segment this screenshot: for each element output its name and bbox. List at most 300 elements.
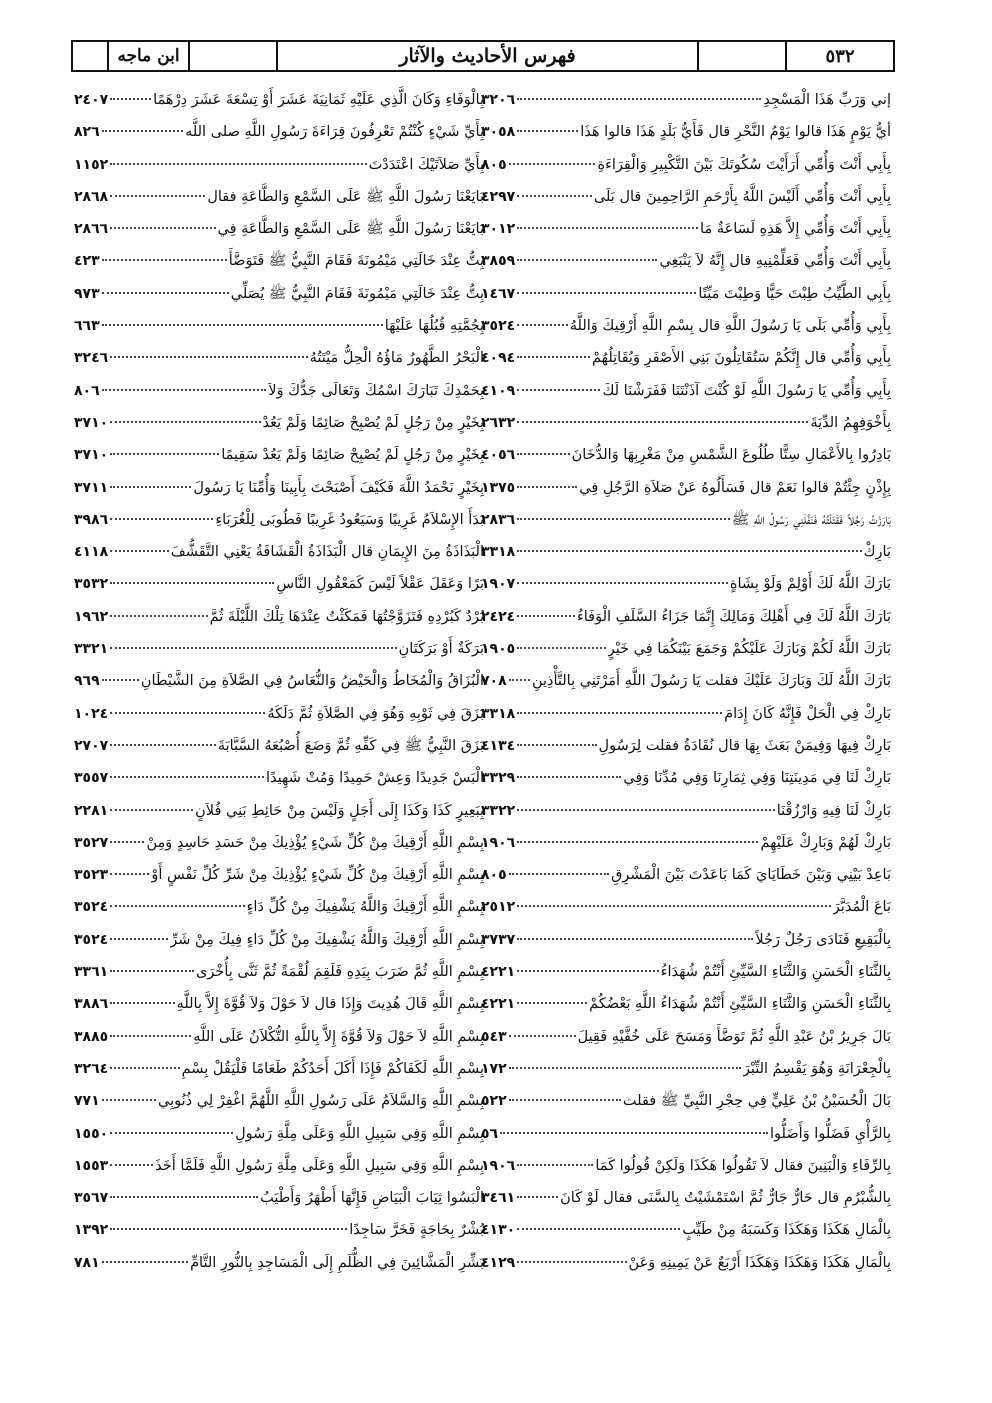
index-entry bbox=[74, 665, 484, 697]
dot-leader bbox=[102, 1261, 188, 1263]
hadith-number: ٢٥١٢ bbox=[481, 899, 516, 916]
index-entry bbox=[74, 827, 484, 859]
index-entry bbox=[481, 181, 891, 213]
entry-text: بِأَخْوَفِهِمُ الدِّيَةَ bbox=[810, 414, 891, 431]
entry-text: بِأَبِي وَأُمِّي قال إِنَّكُمْ سَتُقَاتِلُونَ بَنِي الأَصْفَرِ وَيُقَاتِلُهُمْ bbox=[592, 350, 891, 367]
entry-text: بِأَيِّ شَيْءٍ كُنْتُمْ تَعْرِفُونَ قِرَاءَةَ رَسُولِ اللَّهِ صلى اللَّه bbox=[185, 124, 484, 141]
book-name: ابن ماجه bbox=[107, 42, 188, 70]
dot-leader bbox=[517, 130, 578, 132]
dot-leader bbox=[517, 1228, 680, 1230]
hadith-number: ٣٣٢٩ bbox=[481, 770, 516, 787]
entry-text: الْبَذَاذَةُ مِنَ الإِيمَانِ قال الْبَذَاذَةُ الْقَشَافَةُ يَعْنِي التَّقَشُّفَ bbox=[170, 544, 484, 561]
entry-text: بِسْمِ اللَّهِ أَرْقِيكَ مِنْ كُلِّ شَيْءٍ يُؤْذِيكَ مِنْ شَرِّ كُلِّ نَفْسٍ أَوْ bbox=[151, 867, 484, 884]
hadith-number: ١٩٦٢ bbox=[74, 608, 109, 625]
dot-leader bbox=[517, 98, 761, 100]
entry-text: بِسْمِ اللَّهِ لَكَفَاكُمْ فَإِذَا أَكَلَ أَحَدُكُمْ طَعَامًا فَلْيَقُلْ بِسْمِ bbox=[181, 1060, 484, 1077]
hadith-number: ٨٠٦ bbox=[74, 382, 100, 399]
index-entry bbox=[74, 795, 484, 827]
dot-leader bbox=[509, 679, 530, 681]
index-entry bbox=[481, 342, 891, 374]
entry-text: بِسْمِ اللَّهِ وَفِي سَبِيلِ اللَّهِ وَعَلَى مِلَّةِ رَسُولِ bbox=[235, 1125, 484, 1142]
entry-text: بِأَبِي أَنْتَ وَأُمِّي فَعَلِّمْنِيهِ قال إِنَّهُ لاَ يَنْبَغِي bbox=[659, 253, 891, 270]
entry-text: بَارِكْ لَهُمْ وَبَارِكْ عَلَيْهِمْ bbox=[760, 834, 891, 851]
index-entry bbox=[481, 698, 891, 730]
index-entry bbox=[481, 827, 891, 859]
index-entry bbox=[481, 795, 891, 827]
hadith-number: ٩٦٩ bbox=[74, 673, 100, 690]
index-entry bbox=[74, 245, 484, 277]
hadith-number: ٢٧٠٧ bbox=[74, 737, 109, 754]
entry-text: بِأَبِي أَنْتَ وَأُمِّي أَرَأَيْتَ سُكُوتَكَ بَيْنَ التَّكْبِيرِ وَالْقِرَاءَةِ bbox=[597, 156, 891, 173]
index-entry bbox=[74, 342, 484, 374]
hadith-number: ١٤٦٧ bbox=[481, 285, 516, 302]
hadith-number: ٨٠٥ bbox=[481, 156, 507, 173]
entry-text: بَاعِدْ بَيْنِي وَبَيْنَ خَطَايَايَ كَمَا بَاعَدْتَ بَيْنَ الْمَشْرِقِ bbox=[611, 867, 891, 884]
hadith-number: ١٠٢٤ bbox=[74, 705, 109, 722]
hadith-number: ٤١١٨ bbox=[74, 544, 109, 561]
dot-leader bbox=[110, 582, 274, 584]
index-entry bbox=[74, 1085, 484, 1117]
entry-text: الْبُزَاقُ وَالْمُخَاطُ وَالْحَيْضُ وَالنُّعَاسُ فِي الصَّلاَةِ مِنَ الشَّيْطَانِ bbox=[140, 673, 484, 690]
entry-text: بِسْمِ اللَّهِ أَرْقِيكَ وَاللَّهُ يَشْفِيكَ مِنْ كُلِّ دَاءٍ bbox=[246, 899, 484, 916]
entry-text: بِأَبِي الطَّيِّبُ طِبْتَ حَيًّا وَطِبْتَ مَيِّتًا bbox=[698, 285, 891, 302]
dot-leader bbox=[517, 259, 657, 261]
index-entry bbox=[74, 84, 484, 116]
entry-text: بَشِّرِ الْمَشَّائِينَ فِي الظُّلَمِ إِلَى الْمَسَاجِدِ بِالنُّورِ التَّامِّ bbox=[190, 1254, 484, 1271]
dot-leader bbox=[110, 421, 260, 423]
hadith-number: ٢٨٦٦ bbox=[74, 221, 109, 238]
entry-text: إني وَرَبِّ هَذَا الْمَسْجِدِ bbox=[763, 92, 891, 108]
dot-leader bbox=[517, 841, 758, 843]
index-entry bbox=[74, 1182, 484, 1214]
index-entry bbox=[74, 730, 484, 762]
dot-leader bbox=[517, 744, 596, 746]
dot-leader bbox=[517, 292, 696, 294]
dot-leader bbox=[110, 809, 193, 811]
dot-leader bbox=[110, 1196, 258, 1198]
index-entry bbox=[481, 116, 891, 148]
index-entry bbox=[74, 375, 484, 407]
hadith-number: ٥٢٢ bbox=[481, 1093, 507, 1110]
entry-text: بِالْوَفَاءِ وَكَانَ الَّذِي عَلَيْهِ ثَمَانِيَةَ عَشَرَ أَوْ تِسْعَةَ عَشَرَ دِرْهَمًا bbox=[153, 92, 484, 108]
dot-leader bbox=[517, 970, 658, 972]
index-entry bbox=[481, 504, 891, 536]
index-entry bbox=[481, 988, 891, 1020]
hadith-number: ٥٤٣ bbox=[481, 1028, 507, 1045]
hadith-number: ٣٨٥٩ bbox=[481, 253, 516, 270]
entry-text: بِخَيْرٍ مِنْ رَجُلٍ لَمْ يُصْبِحْ صَائِمًا وَلَمْ يَعُدْ سَقِيمًا bbox=[221, 447, 484, 464]
entry-text: الْبَحْرُ الطَّهُورُ مَاؤُهُ الْحِلُّ مَيْتَتُهُ bbox=[309, 350, 484, 367]
index-entry bbox=[481, 956, 891, 988]
hadith-number: ٢٦٣٢ bbox=[481, 414, 516, 431]
index-entry bbox=[481, 859, 891, 891]
hadith-number: ٤٢٣ bbox=[74, 253, 100, 270]
page-number: ٥٣٢ bbox=[785, 42, 893, 70]
hadith-number: ٤٢٢١ bbox=[481, 996, 516, 1013]
index-entry bbox=[481, 924, 891, 956]
hadith-number: ٤١٠٩ bbox=[481, 382, 516, 399]
entry-text: بِحَمْدِكَ تَبَارَكَ اسْمُكَ وَتَعَالَى جَدُّكَ وَلاَ bbox=[268, 382, 484, 399]
entry-text: بِسْمِ اللَّهِ أَرْقِيكَ وَاللَّهُ يَشْفِيكَ مِنْ كُلِّ دَاءٍ فِيكَ مِنْ شَرِّ bbox=[170, 931, 484, 948]
dot-leader bbox=[110, 1164, 153, 1166]
hadith-number: ٢٤٢٤ bbox=[481, 608, 516, 625]
dot-leader bbox=[102, 324, 383, 326]
hadith-number: ٣٧٣٧ bbox=[481, 931, 516, 948]
index-entry bbox=[74, 439, 484, 471]
dot-leader bbox=[517, 582, 728, 584]
index-column-left bbox=[74, 84, 484, 1279]
hadith-number: ١٩٠٥ bbox=[481, 641, 516, 658]
hadith-number: ٥٦ bbox=[481, 1125, 499, 1142]
entry-text: بِأَبِي وَأُمِّي يَا رَسُولَ اللَّهِ لَوْ كُنْتَ آذَنْتَنَا فَفَرَشْنَا لَكَ bbox=[602, 382, 891, 399]
hadith-number: ١٩٠٦ bbox=[481, 834, 516, 851]
hadith-number: ٤٠٩٤ bbox=[481, 350, 516, 367]
dot-leader bbox=[517, 647, 606, 649]
entry-text: بَزَقَ النَّبِيُّ ﷺ فِي كَفِّهِ ثُمَّ وَضَعَ أُصْبُعَهُ السَّبَّابَةَ bbox=[217, 737, 484, 754]
dot-leader bbox=[517, 453, 569, 455]
dot-leader bbox=[517, 809, 775, 811]
dot-leader bbox=[110, 905, 244, 907]
entry-text: بَزَقَ فِي ثَوْبِهِ وَهُوَ فِي الصَّلاَةِ ثُمَّ دَلَكَهُ bbox=[267, 705, 484, 722]
entry-text: بِأَبِي أَنْتَ وَأُمِّي أَلَيْسَ اللَّهُ بِأَرْحَمِ الرَّاحِمِينَ قال بَلَى bbox=[593, 188, 891, 205]
index-entry bbox=[481, 245, 891, 277]
index-entry bbox=[481, 1118, 891, 1150]
index-entry bbox=[74, 149, 484, 181]
entry-text: بِأَيِّ صَلاَتَيْكَ اعْتَدَدْتَ bbox=[368, 156, 484, 173]
index-entry bbox=[74, 601, 484, 633]
hadith-number: ٣٥٢٣ bbox=[74, 867, 109, 884]
entry-text: بَدَأَ الإِسْلاَمُ غَرِيبًا وَسَيَعُودُ غَرِيبًا فَطُوبَى لِلْغُرَبَاءِ bbox=[215, 511, 484, 528]
entry-text: بِسْمِ اللَّهِ ثُمَّ ضَرَبَ بِيَدِهِ فَلَقِمَ لُقْمَةً ثُمَّ ثَنَّى بِأُخْرَى bbox=[196, 964, 484, 981]
entry-text: بَرًا وَعَقَلَ عَقْلاً لَيْسَ كَمَعْقُولِ النَّاسِ bbox=[276, 576, 484, 593]
hadith-number: ١٣٩٢ bbox=[74, 1222, 109, 1239]
hadith-number: ٣٥٣٢ bbox=[74, 576, 109, 593]
entry-text: بِتُّ عِنْدَ خَالَتِي مَيْمُونَةَ فَقَامَ النَّبِيُّ ﷺ يُصَلِّي bbox=[230, 285, 484, 302]
dot-leader bbox=[517, 712, 722, 714]
dot-leader bbox=[110, 712, 265, 714]
hadith-number: ٣٣٢٢ bbox=[481, 802, 516, 819]
entry-text: بَرَكَةٌ أَوْ بَرَكَتَانِ bbox=[398, 641, 484, 658]
dot-leader bbox=[110, 1067, 179, 1069]
dot-leader bbox=[517, 227, 698, 229]
hadith-number: ٣٨٨٦ bbox=[74, 996, 109, 1013]
dot-leader bbox=[517, 356, 590, 358]
hadith-number: ٤٠٥٦ bbox=[481, 447, 516, 464]
dot-leader bbox=[509, 1067, 741, 1069]
dot-leader bbox=[102, 1099, 156, 1101]
hadith-number: ٣٥٦٧ bbox=[74, 1190, 109, 1207]
hadith-number: ٣٥٥٧ bbox=[74, 770, 109, 787]
hadith-number: ٣٣١٨ bbox=[481, 705, 516, 722]
dot-leader bbox=[509, 163, 596, 165]
index-entry bbox=[481, 1247, 891, 1279]
entry-text: بِجُمَّتِهِ قُبُلُهَا عَلَيْهَا bbox=[384, 318, 484, 335]
entry-text: بَارِكْ لَنَا فِي مَدِينَتِنَا وَفِي ثِمَارِنَا وَفِي مُدِّنَا وَفِي bbox=[623, 770, 891, 787]
hadith-number: ٤١٣٠ bbox=[481, 1222, 516, 1239]
entry-text: بَارِكْ فِيهَا وَفِيمَنْ بَعَثَ بِهَا قال نُقَادَةُ فقلت لِرَسُولِ bbox=[598, 737, 891, 754]
entry-text: بَاعَ الْمُدَبَّرَ bbox=[832, 899, 891, 916]
hadith-number: ٣٥٢٧ bbox=[74, 834, 109, 851]
dot-leader bbox=[517, 324, 568, 326]
hadith-number: ٣٨٨٥ bbox=[74, 1028, 109, 1045]
index-entry bbox=[481, 472, 891, 504]
entry-text: الْبَسْ جَدِيدًا وَعِشْ حَمِيدًا وَمُتْ شَهِيدًا bbox=[266, 770, 484, 787]
dot-leader bbox=[517, 1002, 587, 1004]
index-entry bbox=[74, 278, 484, 310]
index-entry bbox=[74, 891, 484, 923]
index-entry bbox=[74, 1214, 484, 1246]
index-entry bbox=[74, 1118, 484, 1150]
hadith-number: ٩٧٣ bbox=[74, 285, 100, 302]
index-entry bbox=[481, 1021, 891, 1053]
dot-leader bbox=[110, 744, 216, 746]
index-entry bbox=[74, 116, 484, 148]
index-entry bbox=[481, 1085, 891, 1117]
entry-text: بِالْبَقِيعِ فَنَادَى رَجُلٌ رَجُلاً bbox=[755, 931, 891, 948]
index-entry bbox=[481, 536, 891, 568]
header-empty-cell bbox=[188, 42, 276, 70]
dot-leader bbox=[110, 195, 205, 197]
hadith-number: ١٩٠٧ bbox=[481, 576, 516, 593]
dot-leader bbox=[509, 1099, 621, 1101]
dot-leader bbox=[517, 1261, 626, 1263]
entry-text: بَارَكَ اللَّهُ لَكُمْ وَبَارَكَ عَلَيْكُمْ وَجَمَعَ بَيْنَكُمَا فِي خَيْرٍ bbox=[607, 641, 891, 658]
hadith-number: ١٩٠٦ bbox=[481, 1157, 516, 1174]
hadith-number: ٤٢٩٧ bbox=[481, 188, 516, 205]
running-header bbox=[71, 40, 895, 72]
dot-leader bbox=[517, 615, 575, 617]
dot-leader bbox=[110, 518, 213, 520]
hadith-number: ٣٠٥٨ bbox=[481, 124, 516, 141]
hadith-number: ٢٨٣٦ bbox=[481, 511, 516, 528]
hadith-number: ٣٣١٨ bbox=[481, 544, 516, 561]
hadith-number: ٨٢٦ bbox=[74, 124, 100, 141]
entry-text: بَايَعْنَا رَسُولَ اللَّهِ ﷺ عَلَى السَّمْعِ وَالطَّاعَةِ فِي bbox=[217, 221, 484, 238]
hadith-number: ٧٨١ bbox=[74, 1254, 100, 1271]
hadith-number: ٦٦٣ bbox=[74, 318, 100, 335]
index-entry bbox=[74, 1247, 484, 1279]
hadith-number: ٣٧١٠ bbox=[74, 414, 109, 431]
entry-text: بَايَعْنَا رَسُولَ اللَّهِ ﷺ عَلَى السَّمْعِ وَالطَّاعَةِ فقال bbox=[207, 188, 484, 205]
entry-text: بَالَ جَرِيرُ بْنُ عَبْدِ اللَّهِ ثُمَّ تَوَضَّأَ وَمَسَحَ عَلَى خُفَّيْهِ فَقِيلَ bbox=[577, 1028, 891, 1045]
index-entry bbox=[481, 891, 891, 923]
index-entry bbox=[481, 439, 891, 471]
entry-text: بَارِكْ فِي الْحَلْ فَإِنَّهُ كَانَ إِدَامَ bbox=[724, 705, 891, 722]
hadith-number: ٣٧١١ bbox=[74, 479, 109, 496]
index-entry bbox=[74, 568, 484, 600]
hadith-number: ٣٤٦١ bbox=[481, 1190, 516, 1207]
entry-text: بِالرِّفَاءِ وَالْبَنِينَ فقال لاَ تَقُولُوا هَكَذَا وَلَكِنْ قُولُوا كَمَا bbox=[595, 1157, 891, 1174]
hadith-number: ٣٩٨٦ bbox=[74, 511, 109, 528]
hadith-number: ٤١٣٤ bbox=[481, 737, 516, 754]
dot-leader bbox=[110, 873, 149, 875]
dot-leader bbox=[110, 550, 169, 552]
hadith-number: ٣٠١٢ bbox=[481, 221, 516, 238]
dot-leader bbox=[517, 938, 753, 940]
index-entry bbox=[74, 407, 484, 439]
entry-text: بَارَكَ اللَّهُ لَكَ أَوْلِمْ وَلَوْ بِشَاةٍ bbox=[729, 576, 891, 593]
index-entry bbox=[74, 988, 484, 1020]
hadith-number: ٤١٢٩ bbox=[481, 1254, 516, 1271]
dot-leader bbox=[110, 615, 207, 617]
dot-leader bbox=[102, 679, 139, 681]
dot-leader bbox=[517, 486, 577, 488]
index-entry bbox=[74, 310, 484, 342]
index-entry bbox=[481, 762, 891, 794]
entry-text: بَارِكْ لَنَا فِيهِ وَارْزُقْنَا bbox=[776, 802, 891, 819]
index-entry bbox=[481, 1150, 891, 1182]
hadith-number: ٣٢٦٤ bbox=[74, 1060, 109, 1077]
dot-leader bbox=[517, 389, 600, 391]
hadith-number: ٣٣٢١ bbox=[74, 641, 109, 658]
dot-leader bbox=[102, 389, 267, 391]
index-entry bbox=[481, 665, 891, 697]
entry-text: بِالْمَالِ هَكَذَا وَهَكَذَا وَهَكَذَا أَرْبَعٌ عَنْ يَمِينِهِ وَعَنْ bbox=[628, 1254, 891, 1271]
hadith-number: ١١٥٢ bbox=[74, 156, 109, 173]
index-entry bbox=[74, 504, 484, 536]
index-entry bbox=[74, 698, 484, 730]
index-entry bbox=[74, 213, 484, 245]
dot-leader bbox=[110, 163, 366, 165]
entry-text: بِالثَّنَاءِ الْحَسَنِ وَالثَّنَاءِ السَّيِّئِ أَنْتُمْ شُهَدَاءُ اللَّهِ بَعْضُكُمْ bbox=[589, 996, 891, 1013]
index-entry bbox=[481, 601, 891, 633]
dot-leader bbox=[500, 1132, 768, 1134]
dot-leader bbox=[110, 938, 168, 940]
dot-leader bbox=[102, 130, 183, 132]
dot-leader bbox=[509, 1035, 576, 1037]
entry-text: بَالَ الْحُسَيْنُ بْنُ عَلِيٍّ فِي حِجْرِ النَّبِيِّ ﷺ فقلت bbox=[622, 1093, 891, 1110]
index-entry bbox=[481, 1182, 891, 1214]
entry-text: بِسْمِ اللَّهِ أَرْقِيكَ مِنْ كُلِّ شَيْءٍ يُؤْذِيكَ مِنْ حَسَدِ حَاسِدٍ وَمِنْ bbox=[146, 834, 484, 851]
entry-text: بِالثَّنَاءِ الْحَسَنِ وَالثَّنَاءِ السَّيِّئِ أَنْتُمْ شُهَدَاءُ bbox=[660, 964, 891, 981]
dot-leader bbox=[509, 873, 609, 875]
index-entry bbox=[481, 568, 891, 600]
index-entry bbox=[481, 278, 891, 310]
hadith-number: ١٣٧٥ bbox=[481, 479, 516, 496]
index-entry bbox=[74, 472, 484, 504]
index-entry bbox=[481, 84, 891, 116]
dot-leader bbox=[110, 970, 194, 972]
index-entry bbox=[481, 310, 891, 342]
hadith-number: ٣٥٢٤ bbox=[481, 318, 516, 335]
entry-text: بِسْمِ اللَّهِ قَالَ هُدِيتَ وَإِذَا قال لاَ حَوْلَ وَلاَ قُوَّةَ إِلاَّ بِاللَّهِ bbox=[176, 996, 484, 1013]
index-entry bbox=[74, 1150, 484, 1182]
dot-leader bbox=[110, 486, 191, 488]
index-entry bbox=[481, 375, 891, 407]
entry-text: بِالرَّأْيِ فَضَلُّوا وَأَضَلُّوا bbox=[770, 1125, 891, 1142]
entry-text: بُرْدٌ كَبُرْدِهِ فَتَزَوَّجْتُهَا فَمَكَثْتُ عِنْدَهَا تِلْكَ اللَّيْلَةَ ثُمَّ bbox=[209, 608, 484, 625]
dot-leader bbox=[517, 776, 621, 778]
index-entry bbox=[74, 1053, 484, 1085]
entry-text: بِالْمَالِ هَكَذَا وَهَكَذَا وَكَسَبَهُ مِنْ طَيِّبٍ bbox=[682, 1222, 891, 1239]
index-entry bbox=[74, 956, 484, 988]
dot-leader bbox=[517, 1164, 593, 1166]
hadith-number: ١٧٢ bbox=[481, 1060, 507, 1077]
dot-leader bbox=[110, 453, 219, 455]
index-entry bbox=[481, 633, 891, 665]
index-entry bbox=[481, 213, 891, 245]
dot-leader bbox=[517, 195, 592, 197]
index-entry bbox=[74, 924, 484, 956]
entry-text: بِبَعِيرٍ كَذَا وَكَذَا إِلَى أَجَلٍ وَلَيْسَ مِنْ حَائِطِ بَنِي فُلاَنٍ bbox=[195, 802, 484, 819]
entry-text: الْبَسُوا ثِيَابَ الْبَيَاضِ فَإِنَّهَا أَطْهَرُ وَأَطْيَبُ bbox=[260, 1190, 484, 1207]
entry-text: بُشْرٌ بِحَاجَةٍ فَخَرَّ سَاجِدًا bbox=[349, 1222, 484, 1239]
index-column-right bbox=[481, 84, 891, 1279]
entry-text: بَارَكَ اللَّهُ لَكَ وَبَارَكَ عَلَيْكَ فقلت يَا رَسُولَ اللَّهِ أَمَرْتَنِي بِالتَّأْذِينِ bbox=[531, 673, 891, 690]
entry-text: بِسْمِ اللَّهِ وَالسَّلاَمُ عَلَى رَسُولِ اللَّهِ اللَّهُمَّ اغْفِرْ لِي ذُنُوبِي bbox=[157, 1093, 484, 1110]
hadith-number: ٣٣٦١ bbox=[74, 964, 109, 981]
hadith-number: ٣٢٠٦ bbox=[481, 92, 516, 108]
index-entry bbox=[74, 181, 484, 213]
dot-leader bbox=[110, 356, 307, 358]
index-entry bbox=[74, 859, 484, 891]
dot-leader bbox=[110, 98, 151, 100]
hadith-number: ١٥٥٣ bbox=[74, 1157, 109, 1174]
entry-text: بَارِكْ bbox=[863, 544, 891, 561]
hadith-number: ٨٠٥ bbox=[481, 867, 507, 884]
entry-text: بَارَكَ اللَّهُ لَكَ فِي أَهْلِكَ وَمَالِكَ إِنَّمَا جَزَاءُ السَّلَفِ الْوَفَاءُ bbox=[576, 608, 891, 625]
index-entry bbox=[481, 1053, 891, 1085]
entry-text: بِتُّ عِنْدَ خَالَتِي مَيْمُونَةَ فَقَامَ النَّبِيُّ ﷺ فَتَوَضَّأَ bbox=[228, 253, 484, 270]
dot-leader bbox=[102, 259, 227, 261]
entry-text: بِخَيْرٍ مِنْ رَجُلٍ لَمْ يُصْبِحْ صَائِمًا وَلَمْ يَعُدْ bbox=[262, 414, 484, 431]
hadith-number: ٤٢٢١ bbox=[481, 964, 516, 981]
dot-leader bbox=[110, 227, 215, 229]
entry-text: بِأَبِي وَأُمِّي بَلَى يَا رَسُولَ اللَّهِ قال بِسْمِ اللَّهِ أَرْقِيكَ وَاللَّهُ bbox=[569, 318, 891, 335]
dot-leader bbox=[110, 776, 264, 778]
hadith-number: ٣٧١٠ bbox=[74, 447, 109, 464]
dot-leader bbox=[517, 421, 808, 423]
hadith-number: ٢٨٦٨ bbox=[74, 188, 109, 205]
header-empty-cell bbox=[697, 42, 785, 70]
entry-text: بِالْجِعْرَانَةِ وَهُوَ يَقْسِمُ التِّبْرَ bbox=[742, 1060, 891, 1077]
hadith-number: ٧٠٨ bbox=[481, 673, 507, 690]
page-title: فهرس الأحاديث والآثار bbox=[276, 42, 697, 70]
index-entry bbox=[74, 1021, 484, 1053]
entry-text: بِإِذْنٍ جِئْتُمْ قالوا نَعَمْ قال فَسَأَلُوهُ عَنْ صَلاَةِ الرَّجُلِ فِي bbox=[579, 479, 891, 496]
hadith-number: ٢٢٨١ bbox=[74, 802, 109, 819]
dot-leader bbox=[517, 905, 831, 907]
entry-text: بِخَيْرٍ نَحْمَدُ اللَّهَ فَكَيْفَ أَصْبَحْتَ بِأَبِينَا وَأُمِّنَا يَا رَسُولَ bbox=[193, 479, 484, 496]
dot-leader bbox=[110, 1035, 191, 1037]
hadith-number: ٣٢٤٦ bbox=[74, 350, 109, 367]
hadith-number: ١٥٥٠ bbox=[74, 1125, 109, 1142]
hadith-number: ٢٤٠٧ bbox=[74, 92, 109, 108]
entry-text: بَارَزْتُ رَجُلاً فَقَتَلْتُهُ فَنَفَّلَنِي رَسُولُ اللَّهِ ﷺ bbox=[731, 511, 891, 528]
dot-leader bbox=[110, 1132, 233, 1134]
dot-leader bbox=[110, 647, 396, 649]
dot-leader bbox=[517, 518, 730, 520]
hadith-number: ٧٧١ bbox=[74, 1093, 100, 1110]
index-entry bbox=[481, 1214, 891, 1246]
entry-text: بِسْمِ اللَّهِ وَفِي سَبِيلِ اللَّهِ وَعَلَى مِلَّةِ رَسُولِ اللَّهِ فَلَمَّا أَخَذَ bbox=[155, 1157, 484, 1174]
hadith-number: ٣٥٢٤ bbox=[74, 931, 109, 948]
header-empty-cell bbox=[73, 42, 107, 70]
index-entry bbox=[481, 149, 891, 181]
index-entry bbox=[74, 633, 484, 665]
entry-text: بِسْمِ اللَّهِ لاَ حَوْلَ وَلاَ قُوَّةَ إِلاَّ بِاللَّهِ التُّكْلاَنُ عَلَى اللَّهِ bbox=[193, 1028, 484, 1045]
index-entry bbox=[74, 762, 484, 794]
index-entry bbox=[74, 536, 484, 568]
dot-leader bbox=[517, 1196, 558, 1198]
entry-text: بَادِرُوا بِالأَعْمَالِ سِتًّا طُلُوعَ الشَّمْسِ مِنْ مَغْرِبِهَا وَالدُّخَانَ bbox=[571, 447, 891, 464]
dot-leader bbox=[517, 550, 861, 552]
entry-text: أيُّ يَوْمٍ هَذَا قالوا يَوْمُ النَّحْرِ قال فَأَيُّ بَلَدٍ هَذَا قالوا هَذَا bbox=[580, 124, 891, 141]
hadith-number: ٣٥٢٤ bbox=[74, 899, 109, 916]
dot-leader bbox=[110, 1002, 174, 1004]
index-entry bbox=[481, 407, 891, 439]
dot-leader bbox=[110, 1228, 347, 1230]
